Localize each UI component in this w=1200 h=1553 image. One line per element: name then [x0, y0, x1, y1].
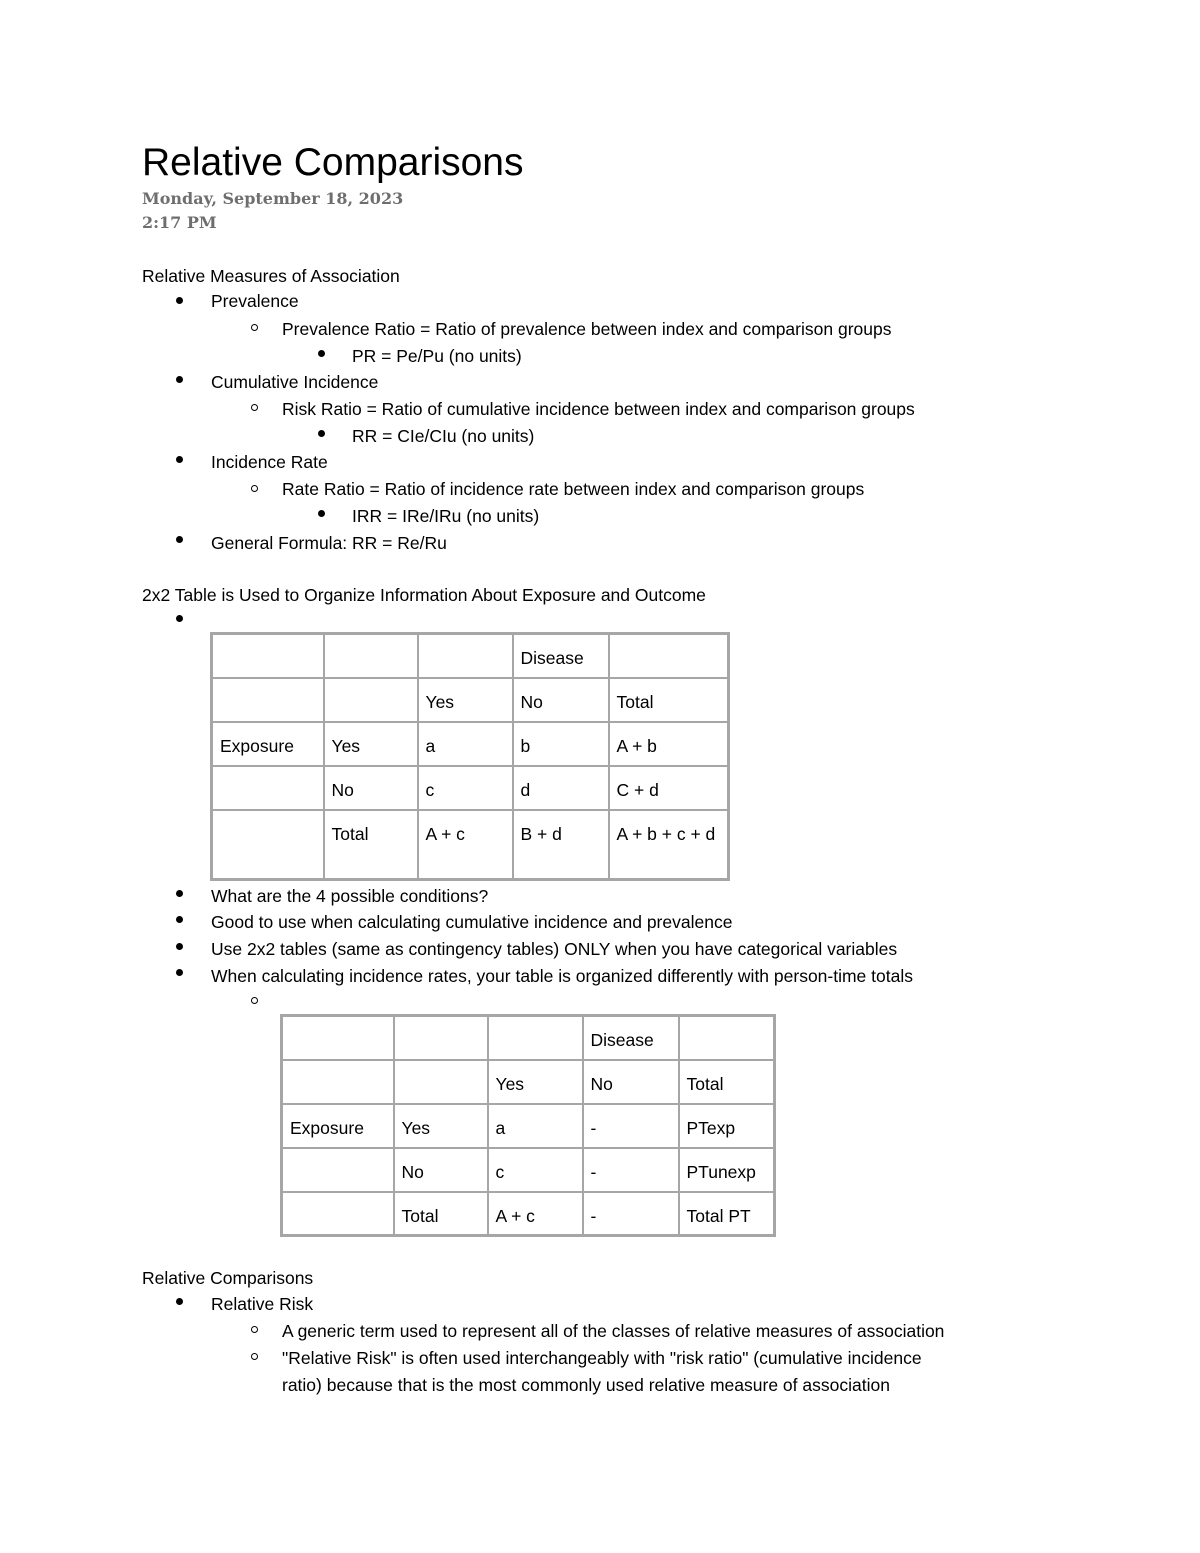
table-cell	[679, 1016, 775, 1060]
table-cell: No	[394, 1148, 488, 1192]
table-cell: PTexp	[679, 1104, 775, 1148]
table-cell: No	[583, 1060, 679, 1104]
table-cell: Total	[679, 1060, 775, 1104]
table-cell	[282, 1192, 394, 1236]
list-item-relative-risk: Relative Risk	[211, 1294, 314, 1314]
contingency-table	[210, 632, 730, 881]
table-cell: PTunexp	[679, 1148, 775, 1192]
list-item-general-formula: General Formula: RR = Re/Ru	[211, 533, 447, 553]
section-heading-2x2: 2x2 Table is Used to Organize Information About Exposure and Outcome	[142, 585, 706, 605]
table-cell: Yes	[394, 1104, 488, 1148]
table-cell: C + d	[609, 766, 729, 810]
list-item-pr-formula: PR = Pe/Pu (no units)	[352, 346, 522, 366]
table-cell	[324, 678, 418, 722]
bullet-icon	[176, 969, 183, 976]
table-cell: A + b + c + d	[609, 810, 729, 880]
table-cell: No	[513, 678, 609, 722]
table-cell	[212, 634, 324, 678]
table-cell: No	[324, 766, 418, 810]
table-cell: B + d	[513, 810, 609, 880]
table-cell	[394, 1016, 488, 1060]
list-item-generic-term: A generic term used to represent all of the classes of relative measures of association	[282, 1321, 945, 1341]
list-item-prevalence-ratio: Prevalence Ratio = Ratio of prevalence between index and comparison groups	[282, 319, 892, 339]
table-cell: d	[513, 766, 609, 810]
table-cell: a	[488, 1104, 583, 1148]
table-cell: Total	[609, 678, 729, 722]
list-item-interchangeable-line1: "Relative Risk" is often used interchangeably with "risk ratio" (cumulative incidence	[282, 1348, 922, 1368]
list-item-categorical: Use 2x2 tables (same as contingency tables) ONLY when you have categorical variables	[211, 939, 898, 959]
page-time: 2:17 PM	[142, 213, 217, 232]
list-item-interchangeable-line2: ratio) because that is the most commonly used relative measure of association	[282, 1375, 890, 1395]
list-item-cumulative-incidence: Cumulative Incidence	[211, 372, 379, 392]
table-cell	[609, 634, 729, 678]
table-cell	[282, 1148, 394, 1192]
table-cell: Total	[394, 1192, 488, 1236]
table-cell: Disease	[513, 634, 609, 678]
table-cell	[212, 766, 324, 810]
circle-bullet-icon	[251, 1353, 258, 1360]
bullet-icon	[176, 890, 183, 897]
section-heading-relative-comparisons: Relative Comparisons	[142, 1268, 314, 1288]
bullet-icon	[176, 297, 183, 304]
table-cell	[488, 1016, 583, 1060]
table-cell: A + c	[488, 1192, 583, 1236]
bullet-icon	[176, 536, 183, 543]
table-cell: A + b	[609, 722, 729, 766]
list-item-rate-ratio: Rate Ratio = Ratio of incidence rate between index and comparison groups	[282, 479, 865, 499]
bullet-icon	[176, 615, 183, 622]
bullet-icon	[318, 430, 325, 437]
page-title: Relative Comparisons	[142, 141, 524, 184]
circle-bullet-icon	[251, 485, 258, 492]
table-cell	[212, 678, 324, 722]
table-cell	[282, 1060, 394, 1104]
list-item-irr-formula: IRR = IRe/IRu (no units)	[352, 506, 540, 526]
circle-bullet-icon	[251, 404, 258, 411]
table-cell	[324, 634, 418, 678]
list-item-risk-ratio: Risk Ratio = Ratio of cumulative incidence between index and comparison groups	[282, 399, 915, 419]
circle-bullet-icon	[251, 1326, 258, 1333]
table-cell: Yes	[488, 1060, 583, 1104]
table-cell: Total	[324, 810, 418, 880]
table-cell: a	[418, 722, 513, 766]
list-item-conditions: What are the 4 possible conditions?	[211, 886, 489, 906]
table-cell: -	[583, 1192, 679, 1236]
table-cell	[282, 1016, 394, 1060]
bullet-icon	[176, 456, 183, 463]
list-item-prevalence: Prevalence	[211, 291, 299, 311]
list-item-good-to-use: Good to use when calculating cumulative incidence and prevalence	[211, 912, 733, 932]
list-item-incidence-rates: When calculating incidence rates, your table is organized differently with person-time totals	[211, 966, 913, 986]
page-date: Monday, September 18, 2023	[142, 189, 404, 208]
list-item-incidence-rate: Incidence Rate	[211, 452, 328, 472]
table-cell: Yes	[418, 678, 513, 722]
table-cell: Yes	[324, 722, 418, 766]
person-time-table	[280, 1014, 776, 1237]
table-cell: c	[418, 766, 513, 810]
table-cell	[394, 1060, 488, 1104]
bullet-icon	[318, 510, 325, 517]
circle-bullet-icon	[251, 324, 258, 331]
table-cell: c	[488, 1148, 583, 1192]
table-cell	[418, 634, 513, 678]
bullet-icon	[318, 350, 325, 357]
table-cell: A + c	[418, 810, 513, 880]
bullet-icon	[176, 943, 183, 950]
section-heading-measures: Relative Measures of Association	[142, 266, 400, 286]
table-cell	[212, 810, 324, 880]
circle-bullet-icon	[251, 997, 258, 1004]
bullet-icon	[176, 916, 183, 923]
bullet-icon	[176, 1298, 183, 1305]
table-cell: Disease	[583, 1016, 679, 1060]
table-cell: -	[583, 1148, 679, 1192]
list-item-rr-formula: RR = CIe/CIu (no units)	[352, 426, 535, 446]
table-cell: b	[513, 722, 609, 766]
bullet-icon	[176, 376, 183, 383]
table-cell: Exposure	[282, 1104, 394, 1148]
table-cell: Exposure	[212, 722, 324, 766]
table-cell: -	[583, 1104, 679, 1148]
table-cell: Total PT	[679, 1192, 775, 1236]
